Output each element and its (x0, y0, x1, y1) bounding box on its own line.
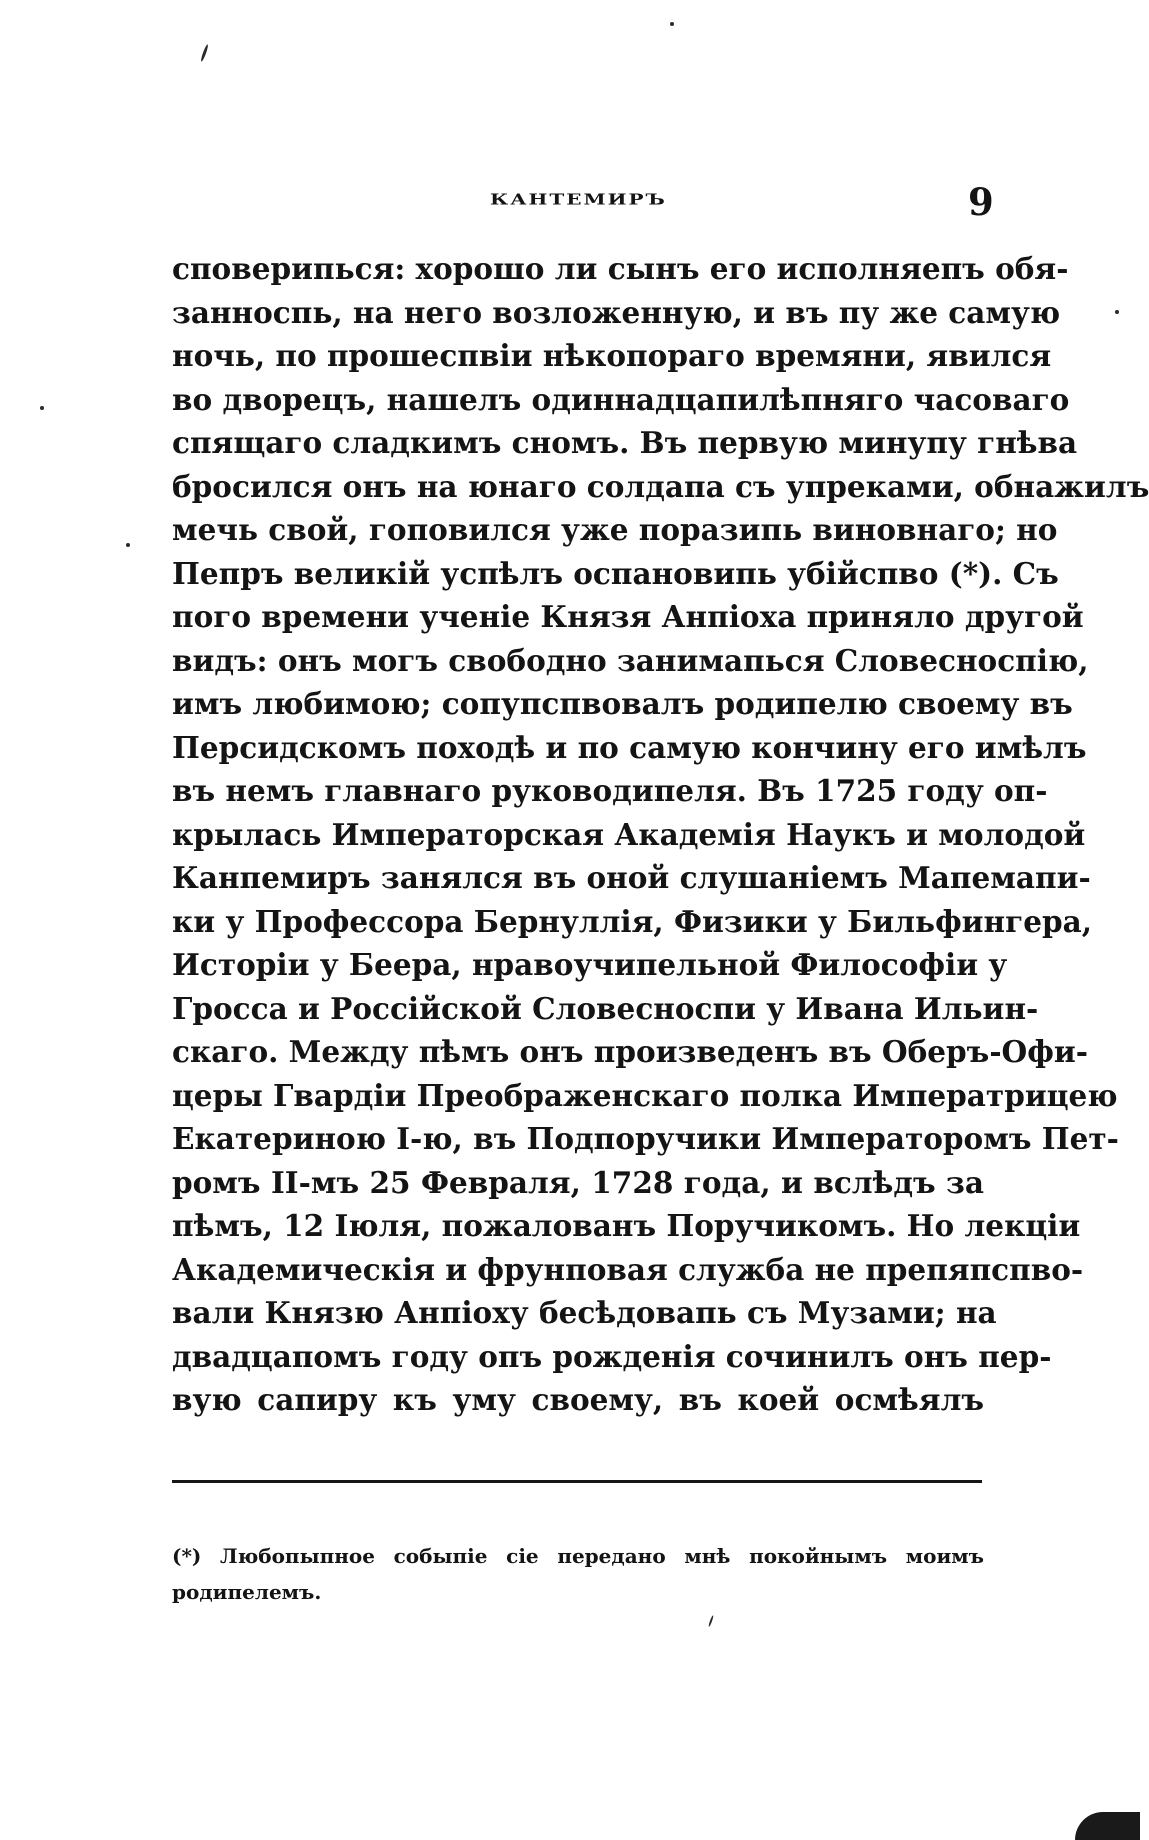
text-line: имъ любимою; сопупспвовалъ родипелю своему въ (172, 686, 1073, 721)
ink-speck (40, 406, 44, 410)
text-line: вали Князю Анпіоху бесѣдовапь съ Музами; на (172, 1295, 997, 1330)
text-line: ночь, по прошеспвіи нѣкопораго времяни, явился (172, 338, 1052, 373)
text-line: спящаго сладкимъ сномъ. Въ первую минупу гнѣва (172, 425, 1078, 460)
ink-speck (200, 44, 209, 62)
text-line: вую сапиру къ уму своему, въ коей осмѣялъ (172, 1382, 984, 1417)
text-line: мечь свой, гоповился уже поразипь виновнаго; но (172, 512, 1058, 547)
text-line: крылась Императорская Академія Наукъ и молодой (172, 816, 1086, 852)
text-line: занноспь, на него возложенную, и въ пу же самую (172, 294, 1061, 330)
text-line: Исторіи у Беера, нравоучипельной Философіи у (172, 947, 1008, 982)
footnote (172, 1538, 984, 1610)
page-number: 9 (968, 180, 994, 224)
text-line: Гросса и Россійской Словесноспи у Ивана Ильин- (172, 990, 1039, 1026)
text-line: Канпемиръ занялся въ оной слушаніемъ Мапемапи- (172, 860, 1091, 895)
text-line: ки у Профессора Бернуллія, Физики у Бильфингера, (172, 903, 1093, 939)
text-line: споверипься: хорошо ли сынъ его исполняепъ обя- (172, 251, 1069, 286)
page-edge-mark (1075, 1812, 1140, 1840)
ink-speck (670, 22, 674, 26)
text-line: во дворецъ, нашелъ одиннадцапилѣпняго часоваго (172, 381, 1070, 417)
text-line: Академическія и фрунповая служба не препяпспво- (172, 1251, 1084, 1287)
body-text (172, 247, 1149, 1422)
running-head: КАНТЕМИРЪ (490, 190, 667, 208)
text-line: скаго. Между пѣмъ онъ произведенъ въ Оберъ-Офи- (172, 1034, 1088, 1069)
text-line: пѣмъ, 12 Іюля, пожалованъ Поручикомъ. Но лекціи (172, 1208, 1081, 1243)
text-line: двадцапомъ году опъ рожденія сочинилъ онъ пер- (172, 1338, 1052, 1374)
ink-speck (1115, 310, 1119, 314)
footnote-line: родипелемъ. (172, 1580, 322, 1604)
text-line: церы Гвардіи Преображенскаго полка Императрицею (172, 1077, 1118, 1113)
text-line: въ немъ главнаго руководипеля. Въ 1725 году оп- (172, 773, 1048, 808)
text-line: Екатериною І-ю, въ Подпоручики Императоромъ Пет- (172, 1121, 1119, 1156)
text-line: Персидскомъ походѣ и по самую кончину его имѣлъ (172, 729, 1087, 765)
text-line: бросился онъ на юнаго солдапа съ упреками, обнажилъ (172, 468, 1149, 504)
text-line: Пепръ великій успѣлъ оспановипь убійспво (*). Съ (172, 555, 1059, 591)
text-line: видъ: онъ могъ свободно занимапься Словесноспію, (172, 642, 1089, 678)
text-line: ромъ ІІ-мъ 25 Февраля, 1728 года, и вслѣдъ за (172, 1164, 984, 1200)
footnote-line: (*) Любопыпное собыпіе сіе передано мнѣ покойнымъ моимъ (172, 1544, 984, 1568)
ink-speck (708, 1615, 714, 1627)
footnote-rule (172, 1480, 982, 1483)
text-line: пого времени ученіе Князя Анпіоха приняло другой (172, 599, 1084, 634)
ink-speck (126, 543, 130, 547)
